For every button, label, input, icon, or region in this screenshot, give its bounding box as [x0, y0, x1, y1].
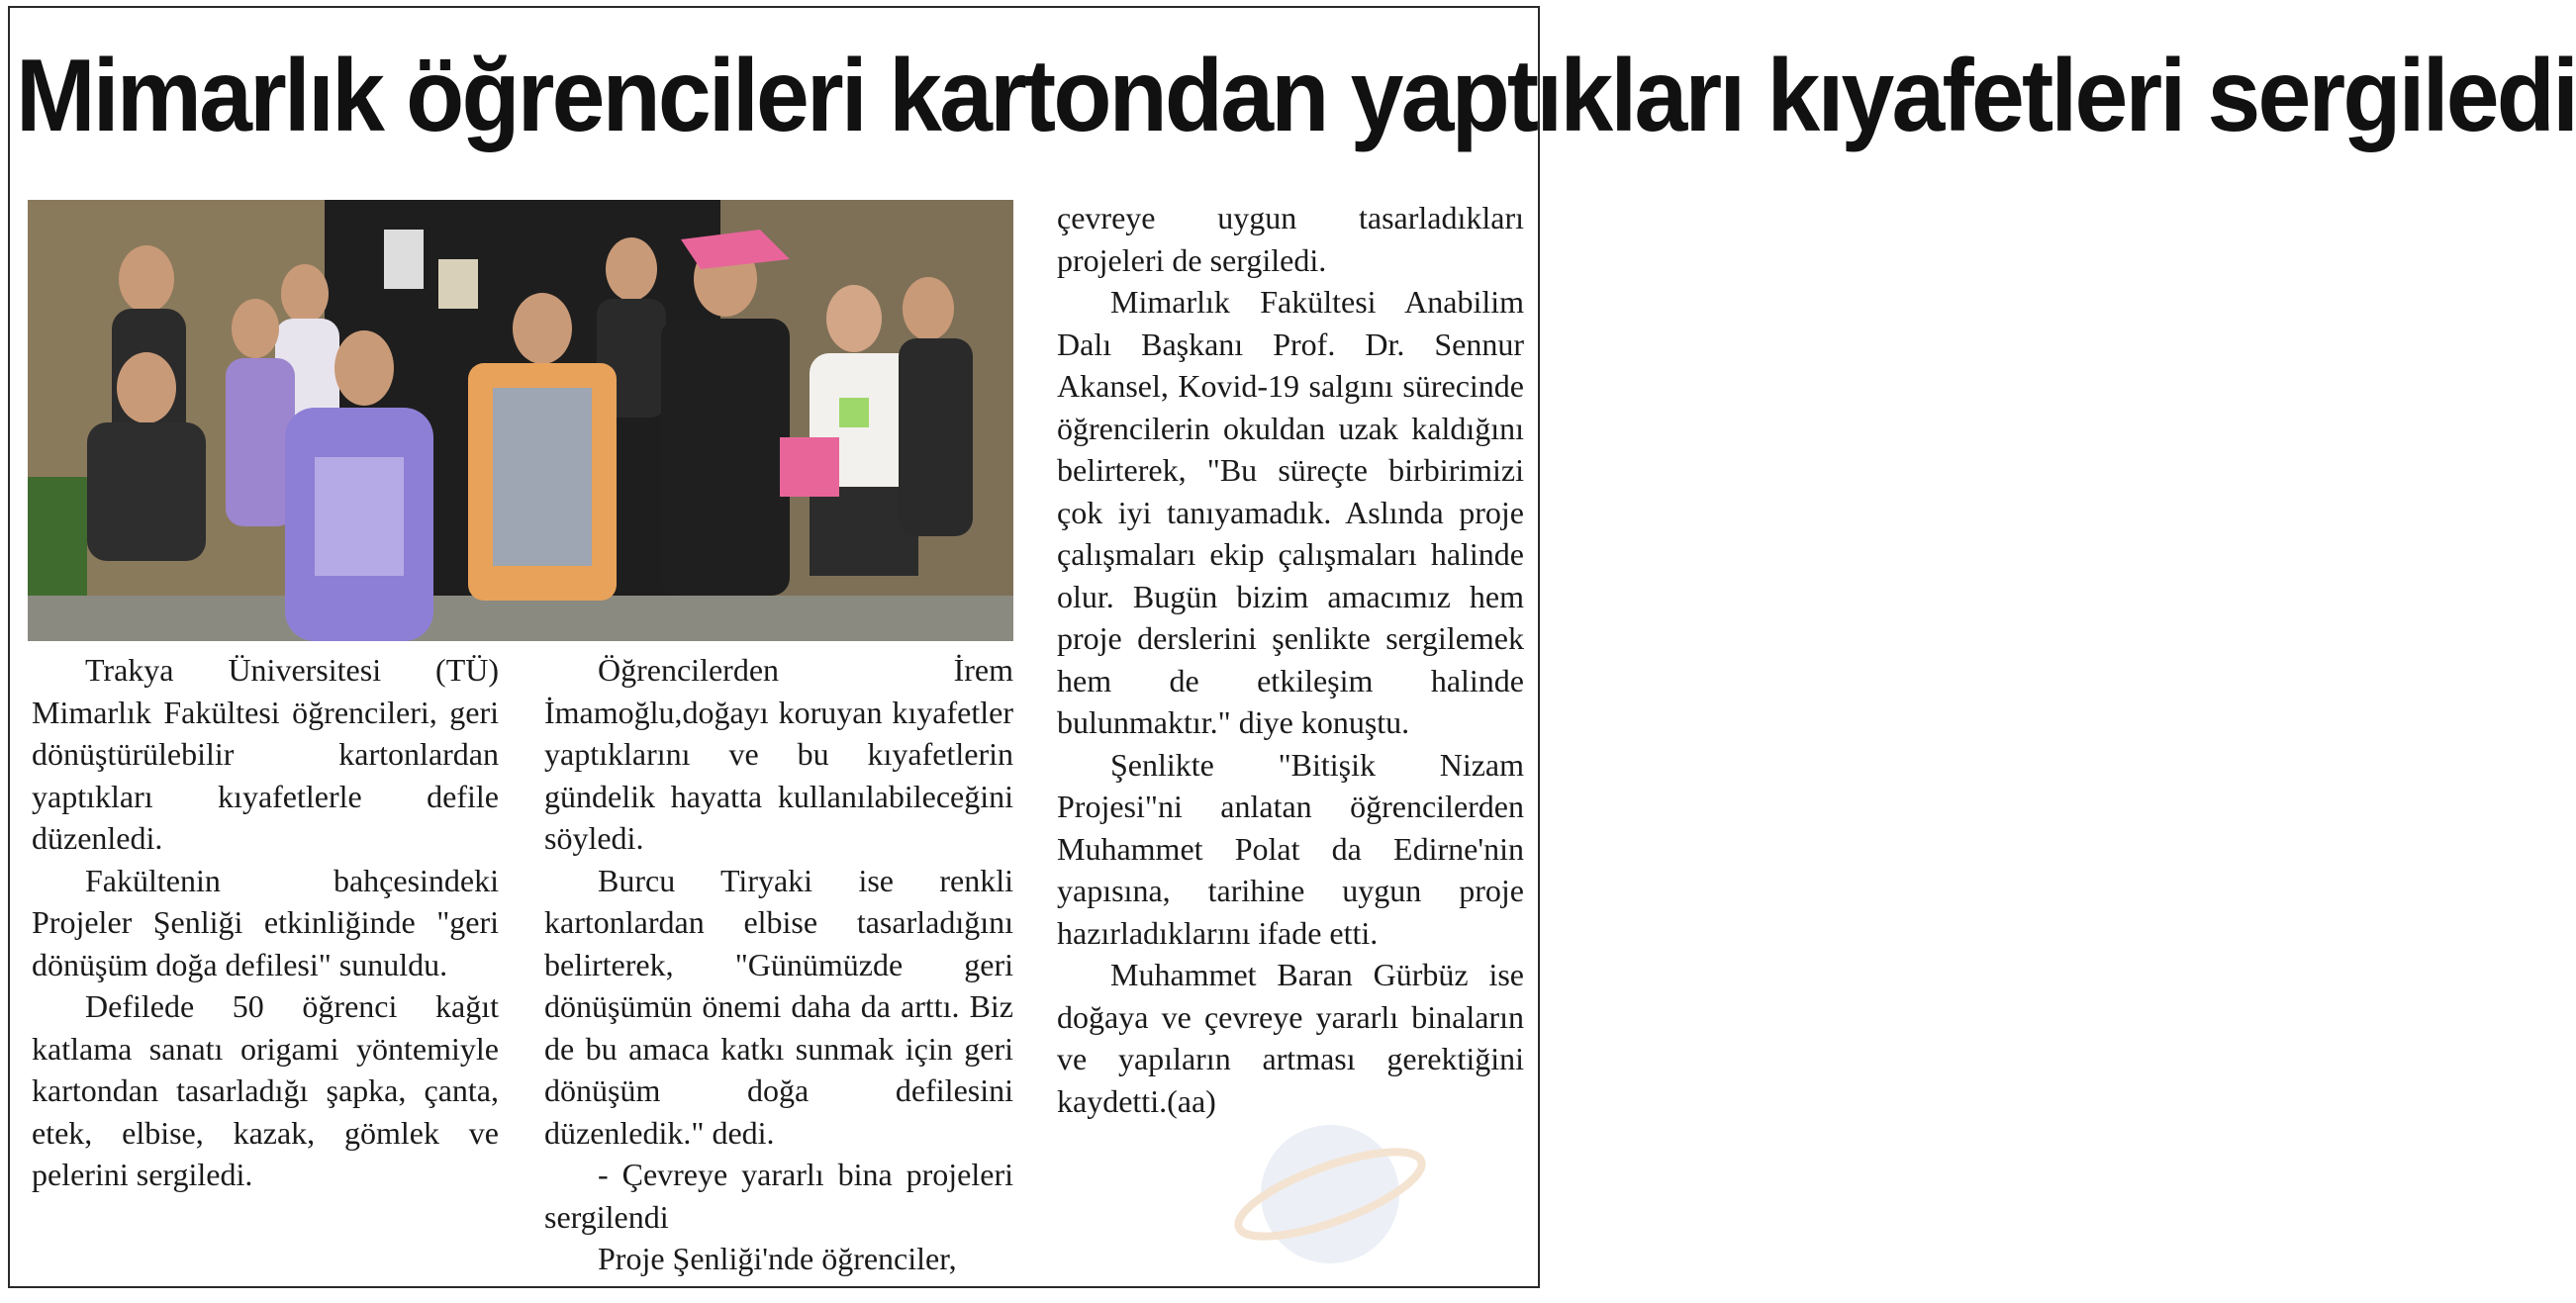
paragraph: Fakültenin bahçesindeki Projeler Şenliği etkinliğinde "geri dönüşüm doğa defilesi" sunuldu. — [32, 862, 499, 982]
subheading: - Çevreye yararlı bina projeleri sergilendi — [544, 1157, 1013, 1235]
paragraph: Proje Şenliği'nde öğrenciler, — [598, 1241, 957, 1276]
photo-illustration — [28, 200, 1013, 641]
door-notice — [438, 259, 478, 309]
paragraph: çevreye uygun tasarladıkları projeleri de sergiledi. — [1057, 200, 1524, 278]
watermark-logo — [1231, 1100, 1429, 1288]
paragraph: Şenlikte "Bitişik Nizam Projesi"ni anlatan öğrencilerden Muhammet Polat da Edirne'nin yapısına, tarihine uygun proje hazırladıklarını ifade etti. — [1057, 746, 1524, 951]
ground — [28, 596, 1013, 641]
paragraph: Muhammet Baran Gürbüz ise doğaya ve çevreye yararlı binaların ve yapıların artması gerektiğini kaydetti.(aa) — [1057, 957, 1524, 1119]
article-photo — [28, 200, 1013, 641]
paragraph: Mimarlık Fakültesi Anabilim Dalı Başkanı Prof. Dr. Sennur Akansel, Kovid-19 salgını sürecinde öğrencilerin okuldan uzak kaldığını belirterek, "Bu süreçte birbirimizi çok iyi tanıyamadık. Aslında proje çalışmaları ekip çalışmaları halinde olur. Bugün bizim amacımız hem proje derslerini şenlikte sergilemek hem de etkileşim halinde bulunmaktır." diye konuştu. — [1057, 284, 1524, 740]
headline: Mimarlık öğrencileri kartondan yaptıkları kıyafetleri sergiledi — [16, 39, 2576, 153]
paragraph: Burcu Tiryaki ise renkli kartonlardan elbise tasarladığını belirterek, "Günümüzde geri dönüşümün önemi daha da arttı. Biz de bu amaca katkı sunmak için geri dönüşüm doğa defilesini düzenledik." dedi. — [544, 862, 1013, 1151]
paragraph: Trakya Üniversitesi (TÜ) Mimarlık Fakültesi öğrencileri, geri dönüştürülebilir kartonlardan yaptıkları kıyafetlerle defile düzenledi. — [32, 652, 499, 856]
column-1 — [32, 649, 499, 1196]
column-2 — [544, 649, 1013, 1280]
door-sign — [384, 230, 424, 289]
paragraph: Öğrencilerden İrem İmamoğlu,doğayı koruyan kıyafetler yaptıklarını ve bu kıyafetlerin gündelik hayatta kullanılabileceğini söyledi. — [544, 652, 1013, 856]
column-3 — [1057, 197, 1524, 1122]
paragraph: Defilede 50 öğrenci kağıt katlama sanatı origami yöntemiyle kartondan tasarladığı şapka, çanta, etek, elbise, kazak, gömlek ve pelerini sergiledi. — [32, 988, 499, 1192]
